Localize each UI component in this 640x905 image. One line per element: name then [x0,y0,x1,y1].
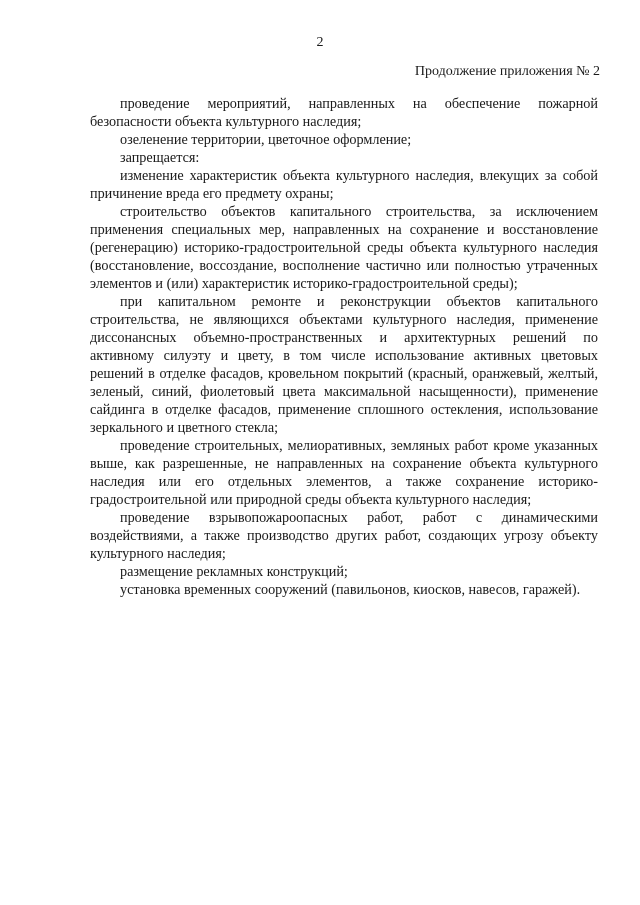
appendix-continuation-note: Продолжение приложения № 2 [414,64,600,79]
paragraph-fire-safety: проведение мероприятий, направленных на обеспечение пожарной безопасности объекта культурного наследия; [90,96,598,130]
paragraph-characteristics-change: изменение характеристик объекта культурного наследия, влекущих за собой причинение вреда его предмету охраны; [90,168,598,202]
paragraph-earthworks: проведение строительных, мелиоративных, земляных работ кроме указанных выше, как разрешенные, не направленных на сохранение объекта культурного наследия или его отдельных элементов, а также сохранение историко-градостроительной или природной среды объекта культурного наследия; [90,438,598,508]
document-body [90,95,598,599]
paragraph-explosive-works: проведение взрывопожароопасных работ, работ с динамическими воздействиями, а также производство других работ, создающих угрозу объекту культурного наследия; [90,510,598,562]
paragraph-prohibited-heading: запрещается: [120,150,200,166]
paragraph-renovation: при капитальном ремонте и реконструкции объектов капитального строительства, не являющихся объектами культурного наследия, применение диссонансных объемно-пространственных и архитектурных решений по активному силуэту и цвету, в том числе использование активных цветовых решений в отделке фасадов, кровельном покрытий (красный, оранжевый, желтый, зеленый, синий, фиолетовый цвета максимальной насыщенности), применение сайдинга в отделке фасадов, применение сплошного остекления, использование зеркального и цветного стекла; [90,294,598,436]
paragraph-landscaping: озеленение территории, цветочное оформление; [120,132,412,148]
paragraph-temporary-structures: установка временных сооружений (павильонов, киосков, навесов, гаражей). [120,582,581,598]
page-number: 2 [316,35,324,50]
paragraph-construction: строительство объектов капитального строительства, за исключением применения специальных мер, направленных на сохранение и восстановление (регенерацию) историко-градостроительной среды объекта культурного наследия (восстановление, воссоздание, восполнение частично или полностью утраченных элементов и (или) характеристик историко-градостроительной среды); [90,204,598,292]
paragraph-advertising: размещение рекламных конструкций; [120,564,348,580]
